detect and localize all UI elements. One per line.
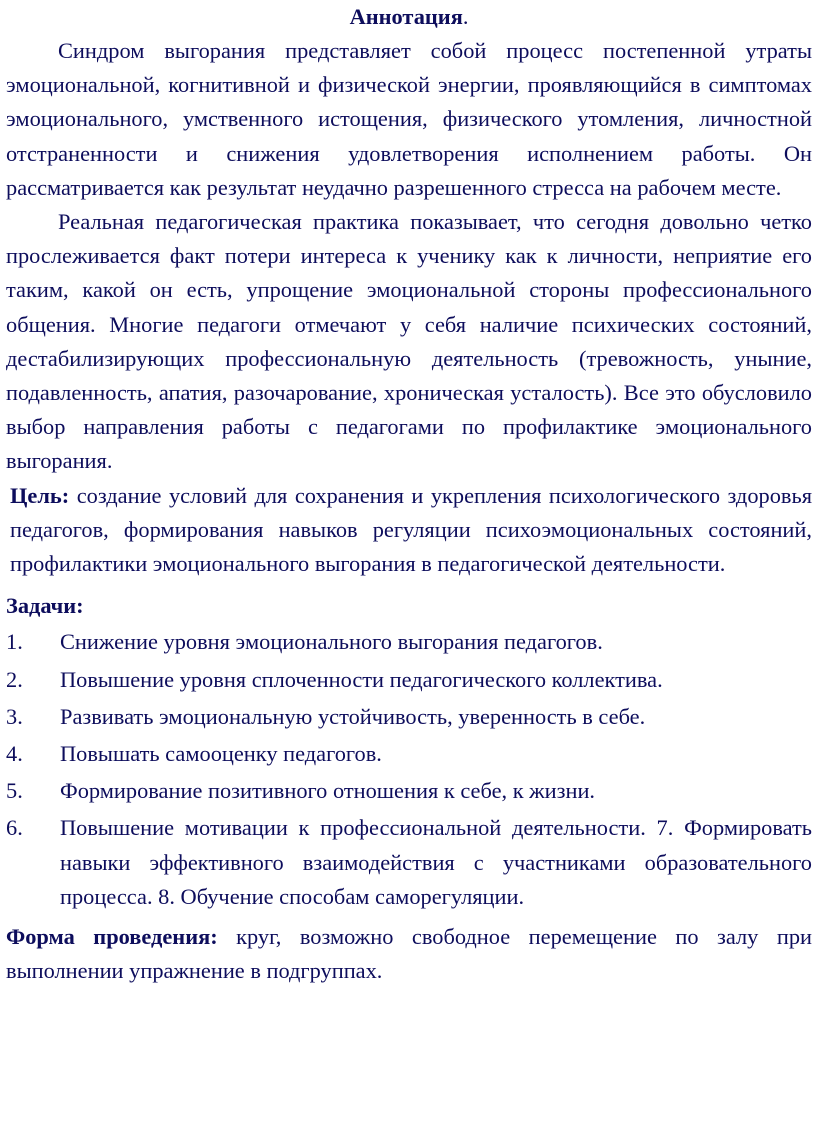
list-item-text: Снижение уровня эмоционального выгорания педагогов. <box>60 629 603 655</box>
document-page <box>6 0 812 988</box>
goal-paragraph <box>6 479 812 582</box>
list-item-number: 6. <box>6 815 23 841</box>
paragraph-pedagogical-practice: Реальная педагогическая практика показывает, что сегодня довольно четко прослеживается факт потери интереса к ученику как к личности, неприятие его таким, какой он есть, упрощение эмоциональной стороны профессионального общения. Многие педагоги отмечают у себя наличие психических состояний, дестабилизирующих профессиональную деятельность (тревожность, уныние, подавленность, апатия, разочарование, хроническая усталость). Все это обусловило выбор направления работы с педагогами по профилактике эмоционального выгорания. <box>6 209 812 474</box>
list-item-text: Повышение уровня сплоченности педагогического коллектива. <box>60 666 663 692</box>
goal-text: создание условий для сохранения и укрепления психологического здоровья педагогов, формирования навыков регуляции психоэмоциональных состояний, профилактики эмоционального выгорания в педагогической деятельности. <box>10 482 812 577</box>
form-label: Форма проведения: <box>6 924 218 950</box>
tasks-heading: Задачи: <box>6 593 84 619</box>
list-item-number: 1. <box>6 629 23 655</box>
list-item-text: Повышать самооценку педагогов. <box>60 741 382 767</box>
title-punct: . <box>462 4 469 29</box>
list-item-number: 5. <box>6 778 23 804</box>
list-item <box>6 774 812 808</box>
list-item-text: Формирование позитивного отношения к себе, к жизни. <box>60 778 596 804</box>
paragraph-burnout-definition: Синдром выгорания представляет собой процесс постепенной утраты эмоциональной, когнитивной и физической энергии, проявляющийся в симптомах эмоционального, умственного истощения, физического утомления, личностной отстраненности и снижения удовлетворения исполнением работы. Он рассматривается как результат неудачно разрешенного стресса на рабочем месте. <box>6 38 812 200</box>
form-text: круг, возможно свободное перемещение по залу при выполнении упражнение в подгруппах. <box>6 924 812 984</box>
goal-label: Цель: <box>10 482 70 508</box>
annotation-title <box>6 0 812 34</box>
list-item <box>6 737 812 771</box>
tasks-list <box>6 625 812 914</box>
list-item-number: 4. <box>6 741 23 767</box>
title-text: Аннотация <box>349 4 463 29</box>
list-item <box>6 663 812 697</box>
list-item-number: 3. <box>6 703 23 729</box>
list-item-text: Повышение мотивации к профессиональной деятельности. 7. Формировать навыки эффективного взаимодействия с участниками образовательного процесса. 8. Обучение способам саморегуляции. <box>60 815 812 909</box>
list-item <box>6 811 812 914</box>
list-item-text: Развивать эмоциональную устойчивость, уверенность в себе. <box>60 703 646 729</box>
list-item <box>6 700 812 734</box>
list-item-number: 2. <box>6 666 23 692</box>
form-paragraph <box>6 920 812 988</box>
list-item <box>6 625 812 659</box>
